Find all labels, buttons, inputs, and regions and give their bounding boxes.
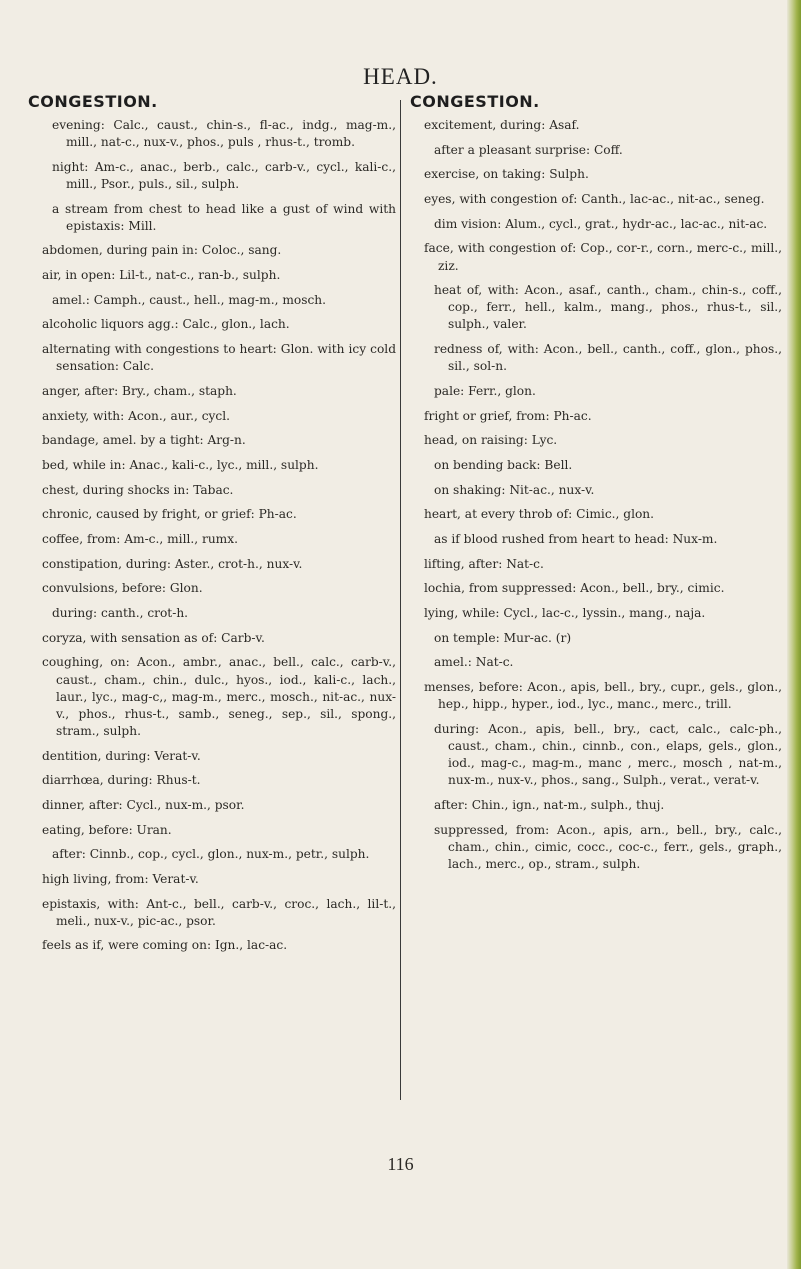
right-entry: on temple: Mur-ac. (r) — [434, 630, 572, 645]
right-entry: heart, at every throb of: Cimic., glon. — [424, 507, 655, 522]
right-entry: suppressed, from: Acon., apis, arn., bell., bry., calc., cham., chin., cimic, cocc., coc-c., ferr., gels., graph., lach., merc., op., stram., sulph. — [434, 822, 782, 871]
left-entry: after: Cinnb., cop., cycl., glon., nux-m., petr., sulph. — [52, 847, 370, 862]
left-entry: bandage, amel. by a tight: Arg-n. — [42, 433, 246, 448]
right-entry: redness of, with: Acon., bell., canth., coff., glon., phos., sil., sol-n. — [434, 342, 782, 374]
left-entry: coffee, from: Am-c., mill., rumx. — [42, 532, 238, 546]
left-entry: air, in open: Lil-t., nat-c., ran-b., sulph. — [42, 268, 281, 283]
left-entry: anxiety, with: Acon., aur., cycl. — [42, 408, 231, 423]
right-entry: lochia, from suppressed: Acon., bell., bry., cimic. — [424, 581, 725, 596]
left-entry: feels as if, were coming on: Ign., lac-ac. — [42, 938, 288, 953]
right-entry: lifting, after: Nat-c. — [424, 556, 544, 571]
right-entry: on shaking: Nit-ac., nux-v. — [434, 482, 595, 497]
right-entry: pale: Ferr., glon. — [434, 383, 536, 398]
left-entry: anger, after: Bry., cham., staph. — [42, 383, 237, 398]
left-entry: amel.: Camph., caust., hell., mag-m., mosch. — [52, 292, 327, 307]
left-entry: alcoholic liquors agg.: Calc., glon., lach. — [42, 317, 290, 332]
column-rule — [400, 100, 401, 1100]
left-entry: bed, while in: Anac., kali-c., lyc., mill., sulph. — [42, 457, 319, 472]
left-entry: constipation, during: Aster., crot-h., nux-v. — [42, 556, 303, 571]
left-entries — [28, 117, 396, 955]
left-entry: coryza, with sensation as of: Carb-v. — [42, 630, 265, 645]
left-entry: during: canth., crot-h. — [52, 606, 189, 621]
right-entry: face, with congestion of: Cop., cor-r., corn., merc-c., mill., ziz. — [424, 241, 782, 273]
left-entry: high living, from: Verat-v. — [42, 871, 199, 886]
right-entry: lying, while: Cycl., lac-c., lyssin., mang., naja. — [424, 606, 706, 621]
right-entry: exercise, on taking: Sulph. — [424, 167, 589, 182]
right-entry: heat of, with: Acon., asaf., canth., cham., chin-s., coff., cop., ferr., hell., kalm., mang., phos., rhus-t., sil., sulph., valer. — [434, 283, 782, 332]
left-entry: dentition, during: Verat-v. — [42, 748, 201, 763]
right-entry: dim vision: Alum., cycl., grat., hydr-ac., lac-ac., nit-ac. — [434, 216, 768, 231]
right-entry: after: Chin., ign., nat-m., sulph., thuj. — [434, 797, 665, 812]
left-entry: abdomen, during pain in: Coloc., sang. — [42, 243, 282, 258]
right-entry: eyes, with congestion of: Canth., lac-ac., nit-ac., seneg. — [424, 192, 765, 207]
right-entries — [410, 117, 782, 873]
page-number: 116 — [387, 1154, 414, 1174]
left-entry: eating, before: Uran. — [42, 822, 172, 837]
left-column — [28, 92, 396, 962]
left-entry: evening: Calc., caust., chin-s., fl-ac., indg., mag-m., mill., nat-c., nux-v., phos., puls , rhus-t., tromb. — [52, 118, 396, 150]
right-section-title: CONGESTION. — [410, 92, 540, 111]
right-entry: fright or grief, from: Ph-ac. — [424, 408, 592, 423]
right-entry: menses, before: Acon., apis, bell., bry., cupr., gels., glon., hep., hipp., hyper., iod., lyc., manc., merc., trill. — [424, 680, 782, 712]
right-column — [410, 92, 782, 880]
right-entry: during: Acon., apis, bell., bry., cact, calc., calc-ph., caust., cham., chin., cinnb., con., elaps, gels., glon., iod., mag-c., mag-m., manc , merc., mosch , nat-m., nux-m., nux-v., phos., sang., Sulph., verat., verat-v. — [434, 721, 782, 788]
running-header: HEAD. — [363, 64, 438, 89]
left-entry: night: Am-c., anac., berb., calc., carb-v., cycl., kali-c., mill., Psor., puls., sil., sulph. — [52, 159, 396, 191]
left-entry: convulsions, before: Glon. — [42, 581, 203, 596]
left-entry: alternating with congestions to heart: Glon. with icy cold sensation: Calc. — [42, 342, 396, 374]
right-entry: amel.: Nat-c. — [434, 655, 514, 670]
left-entry: diarrhœa, during: Rhus-t. — [42, 773, 201, 788]
left-entry: coughing, on: Acon., ambr., anac., bell., calc., carb-v., caust., cham., chin., dulc., hyos., iod., kali-c., lach., laur., lyc., mag-c,, mag-m., merc., mosch., nit-ac., nux-v., phos., rhus-t., samb., seneg., sep., sil., spong., stram., sulph. — [42, 655, 396, 738]
right-entry: head, on raising: Lyc. — [424, 433, 558, 448]
page-edge — [787, 0, 801, 1269]
right-entry: after a pleasant surprise: Coff. — [434, 142, 623, 157]
left-entry: dinner, after: Cycl., nux-m., psor. — [42, 797, 245, 812]
left-entry: chronic, caused by fright, or grief: Ph-ac. — [42, 507, 297, 522]
left-entry: chest, during shocks in: Tabac. — [42, 482, 234, 497]
right-entry: on bending back: Bell. — [434, 457, 573, 472]
left-entry: a stream from chest to head like a gust of wind with epistaxis: Mill. — [52, 201, 396, 233]
left-entry: epistaxis, with: Ant-c., bell., carb-v., croc., lach., lil-t., meli., nux-v., pic-ac., psor. — [42, 896, 396, 928]
left-section-title: CONGESTION. — [28, 92, 158, 111]
right-entry: as if blood rushed from heart to head: Nux-m. — [434, 532, 718, 546]
right-entry: excitement, during: Asaf. — [424, 118, 580, 132]
